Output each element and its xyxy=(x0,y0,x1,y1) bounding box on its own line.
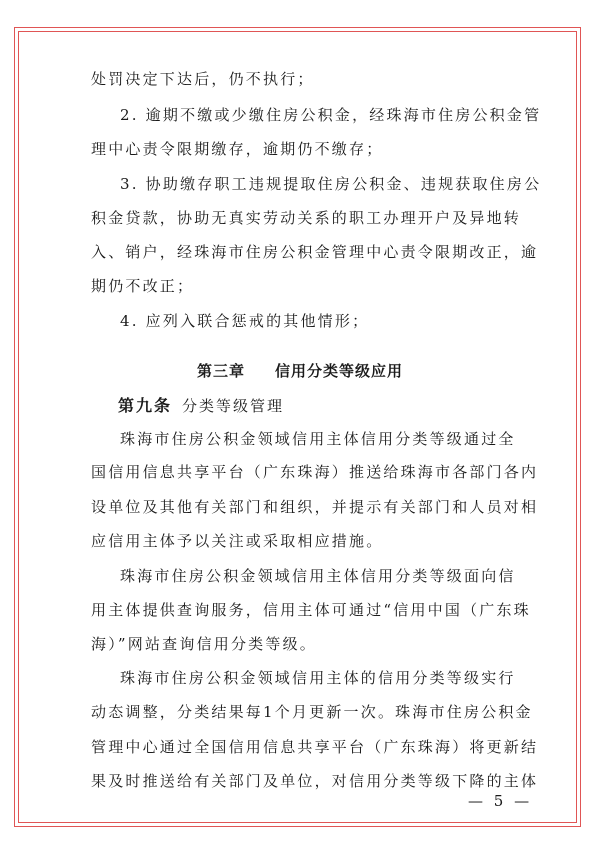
chapter-number: 第三章 xyxy=(196,362,245,380)
article-title: 分类等级管理 xyxy=(182,397,285,415)
text-line: 2. 逾期不缴或少缴住房公积金，经珠海市住房公积金管 xyxy=(120,106,542,124)
paragraph-line: 动态调整，分类结果每1个月更新一次。珠海市住房公积金 xyxy=(91,703,533,721)
text-line: 积金贷款，协助无真实劳动关系的职工办理开户及异地转 xyxy=(91,209,522,227)
paragraph-line: 管理中心通过全国信用信息共享平台（广东珠海）将更新结 xyxy=(91,738,539,756)
chapter-heading xyxy=(0,361,600,381)
paragraph-line: 设单位及其他有关部门和组织，并提示有关部门和人员对相 xyxy=(91,498,539,516)
text-line: 处罚决定下达后，仍不执行； xyxy=(91,70,315,88)
paragraph-line: 海）”网站查询信用分类等级。 xyxy=(91,635,317,653)
paragraph-line: 珠海市住房公积金领域信用主体信用分类等级面向信 xyxy=(120,567,516,585)
page-number: — 5 — xyxy=(468,792,533,810)
paragraph-line: 应信用主体予以关注或采取相应措施。 xyxy=(91,532,384,550)
paragraph-line: 珠海市住房公积金领域信用主体的信用分类等级实行 xyxy=(120,669,516,687)
text-line: 入、销户，经珠海市住房公积金管理中心责令限期改正，逾 xyxy=(91,243,539,261)
chapter-title: 信用分类等级应用 xyxy=(275,362,404,380)
article-label: 第九条 xyxy=(118,396,173,415)
text-line: 3. 协助缴存职工违规提取住房公积金、违规获取住房公 xyxy=(120,175,542,193)
paragraph-line: 果及时推送给有关部门及单位，对信用分类等级下降的主体 xyxy=(91,772,539,790)
text-line: 4. 应列入联合惩戒的其他情形； xyxy=(120,312,370,330)
paragraph-line: 珠海市住房公积金领域信用主体信用分类等级通过全 xyxy=(120,430,516,448)
text-line: 期仍不改正； xyxy=(91,277,195,295)
text-line: 理中心责令限期缴存，逾期仍不缴存； xyxy=(91,140,384,158)
paragraph-line: 国信用信息共享平台（广东珠海）推送给珠海市各部门各内 xyxy=(91,463,539,481)
paragraph-line: 用主体提供查询服务，信用主体可通过“信用中国（广东珠 xyxy=(91,601,531,619)
article-heading xyxy=(118,396,284,416)
